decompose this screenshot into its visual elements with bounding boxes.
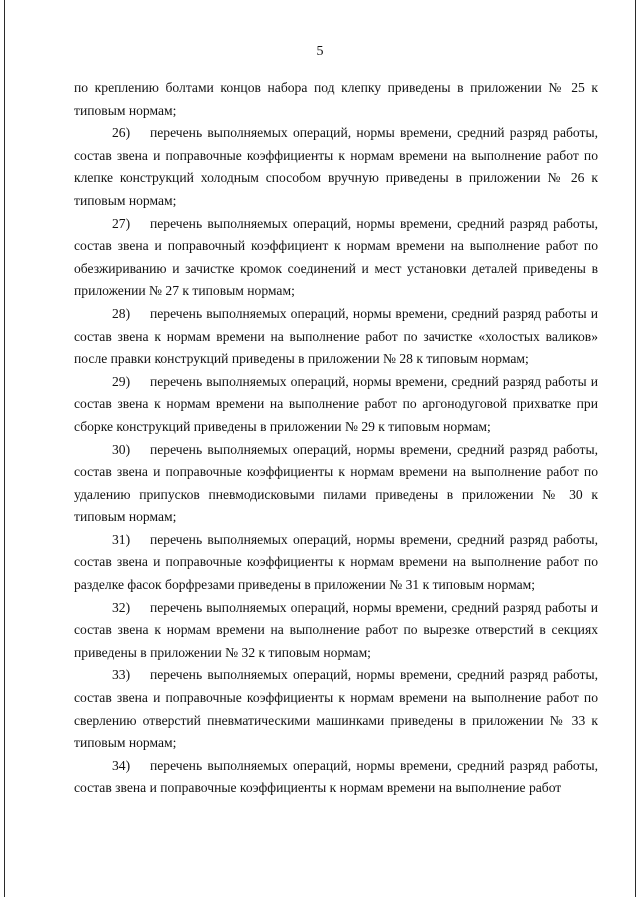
list-item-28: [74, 303, 598, 371]
paragraph-text: перечень выполняемых операций, нормы времени, средний разряд работы, состав звена и поправочные коэффициенты к нормам времени на выполнение работ по сверлению отверстий пневматическими машинками приведены в приложении № 33 к типовым нормам;: [74, 667, 598, 751]
list-item-number: 32): [112, 599, 131, 615]
paragraph-text: перечень выполняемых операций, нормы времени, средний разряд работы, состав звена и поправочные коэффициенты к нормам времени на выполнение работ по удалению припусков пневмодисковыми пилами приведены в приложении № 30 к типовым нормам;: [74, 441, 598, 525]
scan-border-right: [635, 0, 636, 897]
list-item-26: [74, 122, 598, 212]
list-item-number: 26): [112, 125, 131, 141]
list-item-33: [74, 664, 598, 754]
list-item-number: 31): [112, 531, 131, 547]
list-item-number: 33): [112, 667, 131, 683]
paragraph-text: перечень выполняемых операций, нормы времени, средний разряд работы, состав звена и поправочные коэффициенты к нормам времени на выполнение работ: [74, 757, 598, 796]
paragraph-text: перечень выполняемых операций, нормы времени, средний разряд работы, состав звена и поправочные коэффициенты к нормам времени на выполнение работ по разделке фасок борфрезами приведены в приложении № 31 к типовым нормам;: [74, 531, 598, 593]
list-item-27: [74, 213, 598, 303]
paragraph-text: перечень выполняемых операций, нормы времени, средний разряд работы, состав звена и поправочные коэффициенты к нормам времени на выполнение работ по клепке конструкций холодным способом вручную приведены в приложении № 26 к типовым нормам;: [74, 125, 598, 208]
list-item-29: [74, 371, 598, 439]
list-item-number: 27): [112, 215, 131, 231]
list-item-34: [74, 755, 598, 800]
list-item-30: [74, 439, 598, 529]
list-item-number: 34): [112, 757, 131, 773]
paragraph-text: перечень выполняемых операций, нормы времени, средний разряд работы и состав звена к нормам времени на выполнение работ по вырезке отверстий в секциях приведены в приложении № 32 к типовым нормам;: [74, 599, 598, 660]
page-number: 5: [316, 44, 324, 59]
paragraph-text: перечень выполняемых операций, нормы времени, средний разряд работы, состав звена и поправочный коэффициент к нормам времени на выполнение работ по обезжириванию и зачистке кромок соединений и мест установки деталей приведены в приложении № 27 к типовым нормам;: [74, 215, 598, 299]
document-body: [74, 77, 598, 800]
list-item-number: 28): [112, 305, 131, 321]
list-item-31: [74, 529, 598, 597]
paragraph-text: перечень выполняемых операций, нормы времени, средний разряд работы и состав звена к нормам времени на выполнение работ по зачистке «холостых валиков» после правки конструкций приведены в приложении № 28 к типовым нормам;: [74, 305, 598, 367]
list-item-number: 29): [112, 373, 131, 389]
list-item-32: [74, 597, 598, 665]
list-item-number: 30): [112, 441, 131, 457]
paragraph-text: перечень выполняемых операций, нормы времени, средний разряд работы и состав звена к нормам времени на выполнение работ по аргонодуговой прихватке при сборке конструкций приведены в приложении № 29 к типовым нормам;: [74, 373, 598, 434]
scan-border-left: [4, 0, 5, 897]
list-item-continuation: [74, 77, 598, 122]
paragraph-text: по креплению болтами концов набора под клепку приведены в приложении № 25 к типовым нормам;: [74, 80, 598, 118]
